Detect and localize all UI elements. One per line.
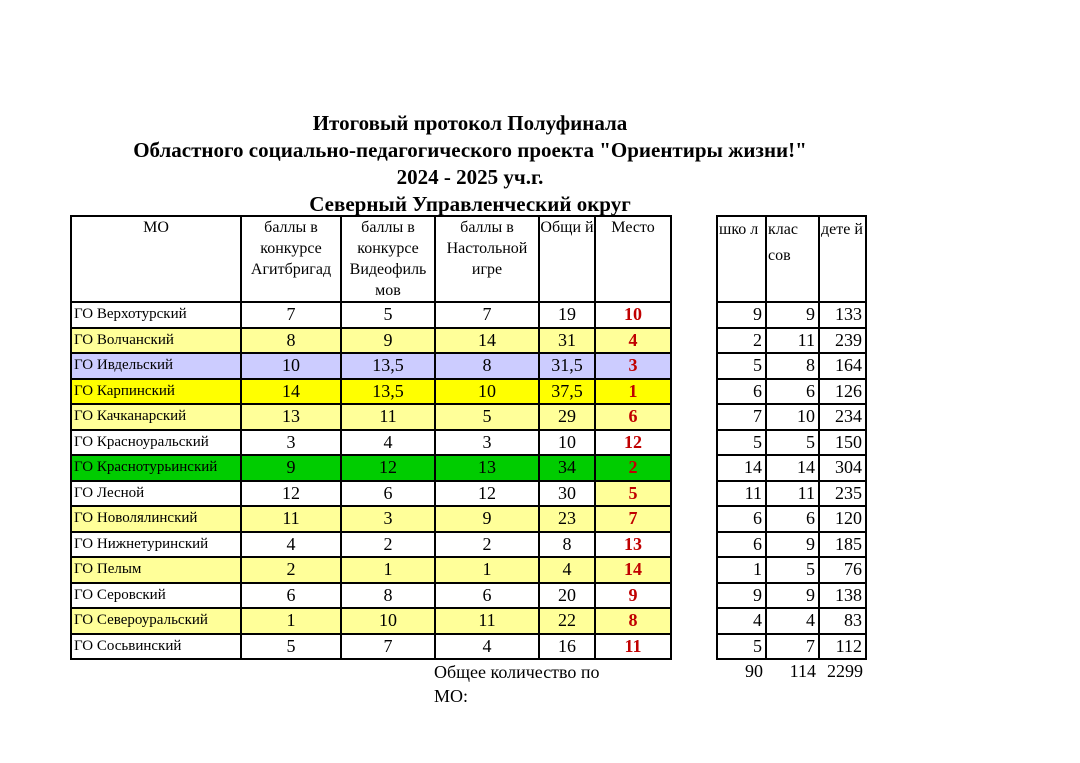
title-line-1: Итоговый протокол Полуфинала: [312, 111, 628, 135]
cell-mo: ГО Нижнетуринский: [71, 532, 241, 558]
stats-row: [717, 481, 866, 507]
stats-row: [717, 430, 866, 456]
total-children: 2299: [827, 661, 863, 682]
cell-place: 13: [595, 532, 671, 558]
cell-classes: 9: [766, 302, 819, 328]
table-row: [71, 379, 671, 405]
cell-video: 12: [341, 455, 435, 481]
cell-place: 9: [595, 583, 671, 609]
stats-row: [717, 634, 866, 660]
stats-row: [717, 557, 866, 583]
cell-schools: 11: [717, 481, 766, 507]
header-agit: баллы в конкурсе Агитбригад: [241, 216, 341, 302]
cell-video: 3: [341, 506, 435, 532]
header-place: Место: [595, 216, 671, 302]
cell-board: 8: [435, 353, 539, 379]
cell-place: 2: [595, 455, 671, 481]
cell-place: 7: [595, 506, 671, 532]
stats-row: [717, 379, 866, 405]
table-row: [71, 404, 671, 430]
table-row: [71, 353, 671, 379]
cell-agit: 7: [241, 302, 341, 328]
cell-agit: 5: [241, 634, 341, 660]
table-row: [71, 481, 671, 507]
cell-children: 126: [819, 379, 866, 405]
title-line-4: Северный Управленческий округ: [309, 192, 631, 216]
header-total: Общи й: [539, 216, 595, 302]
cell-total: 31,5: [539, 353, 595, 379]
stats-row: [717, 404, 866, 430]
cell-agit: 6: [241, 583, 341, 609]
cell-schools: 7: [717, 404, 766, 430]
cell-classes: 10: [766, 404, 819, 430]
results-table: [70, 215, 672, 660]
cell-place: 6: [595, 404, 671, 430]
cell-board: 7: [435, 302, 539, 328]
stats-row: [717, 455, 866, 481]
table-row: [71, 532, 671, 558]
cell-mo: ГО Краснотурьинский: [71, 455, 241, 481]
cell-place: 5: [595, 481, 671, 507]
cell-children: 234: [819, 404, 866, 430]
title-line-3: 2024 - 2025 уч.г.: [396, 165, 544, 189]
cell-place: 14: [595, 557, 671, 583]
cell-children: 76: [819, 557, 866, 583]
stats-row: [717, 328, 866, 354]
cell-schools: 5: [717, 430, 766, 456]
cell-total: 10: [539, 430, 595, 456]
cell-total: 19: [539, 302, 595, 328]
cell-children: 164: [819, 353, 866, 379]
header-board: баллы в Настольной игре: [435, 216, 539, 302]
cell-classes: 4: [766, 608, 819, 634]
cell-schools: 2: [717, 328, 766, 354]
header-schools: шко л: [717, 216, 766, 302]
stats-row: [717, 532, 866, 558]
cell-schools: 1: [717, 557, 766, 583]
total-classes: 114: [789, 661, 816, 682]
table-row: [71, 328, 671, 354]
stats-row: [717, 302, 866, 328]
cell-agit: 8: [241, 328, 341, 354]
cell-schools: 5: [717, 353, 766, 379]
cell-video: 5: [341, 302, 435, 328]
cell-video: 1: [341, 557, 435, 583]
header-classes: клас сов: [766, 216, 819, 302]
cell-agit: 10: [241, 353, 341, 379]
table-row: [71, 557, 671, 583]
cell-board: 4: [435, 634, 539, 660]
cell-classes: 14: [766, 455, 819, 481]
cell-mo: ГО Верхотурский: [71, 302, 241, 328]
cell-schools: 6: [717, 506, 766, 532]
cell-place: 1: [595, 379, 671, 405]
cell-mo: ГО Качканарский: [71, 404, 241, 430]
cell-schools: 6: [717, 379, 766, 405]
cell-video: 11: [341, 404, 435, 430]
cell-children: 112: [819, 634, 866, 660]
table-row: [71, 430, 671, 456]
cell-agit: 11: [241, 506, 341, 532]
header-children: дете й: [819, 216, 866, 302]
cell-schools: 9: [717, 583, 766, 609]
cell-place: 8: [595, 608, 671, 634]
stats-table: [716, 215, 867, 684]
cell-classes: 11: [766, 328, 819, 354]
cell-board: 11: [435, 608, 539, 634]
cell-children: 304: [819, 455, 866, 481]
cell-mo: ГО Лесной: [71, 481, 241, 507]
cell-total: 23: [539, 506, 595, 532]
cell-mo: ГО Красноуральский: [71, 430, 241, 456]
stats-row: [717, 506, 866, 532]
cell-place: 12: [595, 430, 671, 456]
cell-place: 3: [595, 353, 671, 379]
cell-total: 4: [539, 557, 595, 583]
cell-mo: ГО Серовский: [71, 583, 241, 609]
cell-board: 5: [435, 404, 539, 430]
table-row: [71, 634, 671, 660]
cell-mo: ГО Волчанский: [71, 328, 241, 354]
cell-agit: 2: [241, 557, 341, 583]
cell-mo: ГО Карпинский: [71, 379, 241, 405]
cell-video: 2: [341, 532, 435, 558]
cell-mo: ГО Ивдельский: [71, 353, 241, 379]
cell-children: 133: [819, 302, 866, 328]
cell-classes: 5: [766, 430, 819, 456]
cell-classes: 5: [766, 557, 819, 583]
cell-classes: 6: [766, 379, 819, 405]
cell-video: 4: [341, 430, 435, 456]
header-video: баллы в конкурсе Видеофиль мов: [341, 216, 435, 302]
cell-board: 1: [435, 557, 539, 583]
cell-agit: 14: [241, 379, 341, 405]
cell-agit: 12: [241, 481, 341, 507]
cell-schools: 5: [717, 634, 766, 660]
totals-label: Общее количество по МО:: [434, 662, 600, 706]
cell-agit: 1: [241, 608, 341, 634]
cell-board: 6: [435, 583, 539, 609]
cell-schools: 14: [717, 455, 766, 481]
table-row: [71, 302, 671, 328]
cell-board: 2: [435, 532, 539, 558]
cell-mo: ГО Сосьвинский: [71, 634, 241, 660]
cell-mo: ГО Североуральский: [71, 608, 241, 634]
cell-total: 31: [539, 328, 595, 354]
table-row: [71, 455, 671, 481]
cell-board: 12: [435, 481, 539, 507]
cell-total: 20: [539, 583, 595, 609]
cell-total: 34: [539, 455, 595, 481]
cell-board: 10: [435, 379, 539, 405]
header-mo: МО: [71, 216, 241, 302]
cell-children: 150: [819, 430, 866, 456]
cell-video: 6: [341, 481, 435, 507]
cell-video: 7: [341, 634, 435, 660]
cell-children: 138: [819, 583, 866, 609]
document-title: [0, 110, 940, 218]
cell-total: 29: [539, 404, 595, 430]
stats-row: [717, 353, 866, 379]
cell-schools: 4: [717, 608, 766, 634]
stats-row: [717, 608, 866, 634]
cell-total: 22: [539, 608, 595, 634]
cell-classes: 6: [766, 506, 819, 532]
stats-row: [717, 583, 866, 609]
cell-agit: 4: [241, 532, 341, 558]
cell-children: 83: [819, 608, 866, 634]
cell-total: 37,5: [539, 379, 595, 405]
cell-mo: ГО Пелым: [71, 557, 241, 583]
cell-video: 13,5: [341, 353, 435, 379]
cell-total: 30: [539, 481, 595, 507]
cell-children: 239: [819, 328, 866, 354]
cell-place: 11: [595, 634, 671, 660]
cell-children: 185: [819, 532, 866, 558]
cell-video: 10: [341, 608, 435, 634]
cell-board: 3: [435, 430, 539, 456]
cell-children: 120: [819, 506, 866, 532]
table-row: [71, 506, 671, 532]
total-schools: 90: [745, 661, 763, 682]
cell-agit: 9: [241, 455, 341, 481]
cell-schools: 9: [717, 302, 766, 328]
table-row: [71, 608, 671, 634]
cell-total: 16: [539, 634, 595, 660]
cell-agit: 13: [241, 404, 341, 430]
cell-classes: 9: [766, 532, 819, 558]
cell-video: 8: [341, 583, 435, 609]
title-line-2: Областного социально-педагогического проекта "Ориентиры жизни!": [133, 138, 807, 162]
cell-video: 13,5: [341, 379, 435, 405]
cell-classes: 9: [766, 583, 819, 609]
cell-agit: 3: [241, 430, 341, 456]
cell-classes: 11: [766, 481, 819, 507]
cell-classes: 7: [766, 634, 819, 660]
cell-board: 9: [435, 506, 539, 532]
cell-classes: 8: [766, 353, 819, 379]
cell-schools: 6: [717, 532, 766, 558]
totals-row: [717, 659, 866, 684]
table-row: [71, 583, 671, 609]
cell-board: 14: [435, 328, 539, 354]
cell-video: 9: [341, 328, 435, 354]
cell-place: 4: [595, 328, 671, 354]
cell-children: 235: [819, 481, 866, 507]
cell-total: 8: [539, 532, 595, 558]
cell-board: 13: [435, 455, 539, 481]
cell-place: 10: [595, 302, 671, 328]
cell-mo: ГО Новолялинский: [71, 506, 241, 532]
